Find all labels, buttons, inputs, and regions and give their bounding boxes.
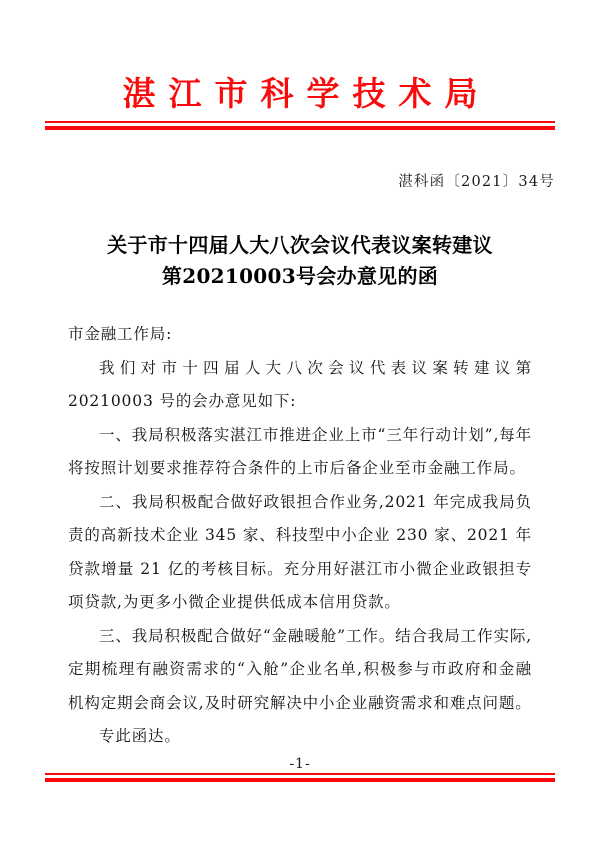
divider-thick-line — [45, 778, 555, 782]
body-paragraph-item-1: 一、我局积极落实湛江市推进企业上市“三年行动计划”,每年将按照计划要求推荐符合条件的上市后备企业至市金融工作局。 — [68, 425, 532, 477]
letterhead — [0, 72, 600, 116]
letterhead-title: 湛江市科学技术局 — [122, 74, 491, 113]
page-number: -1- — [289, 756, 311, 772]
body-paragraph-intro: 我们对市十四届人大八次会议代表议案转建议第 20210003 号的会办意见如下: — [68, 358, 532, 410]
letterhead-divider-top — [45, 121, 555, 130]
document-title-line-1: 关于市十四届人大八次会议代表议案转建议 — [107, 233, 493, 257]
body-paragraph-item-3: 三、我局积极配合做好“金融暖舱”工作。结合我局工作实际,定期梳理有融资需求的“入舱”企业名单,积极参与市政府和金融机构定期会商会议,及时研究解决中小企业融资需求和难点问题。 — [68, 626, 532, 712]
footer-divider-bottom — [45, 773, 555, 782]
document-title — [70, 230, 530, 292]
document-number: 湛科函〔2021〕34号 — [398, 174, 555, 190]
document-title-line-2: 第20210003号会办意见的函 — [161, 264, 439, 288]
body-paragraph-closing: 专此函达。 — [99, 727, 181, 745]
salutation: 市金融工作局: — [68, 325, 173, 343]
body-paragraph-item-2: 二、我局积极配合做好政银担合作业务,2021 年完成我局负责的高新技术企业 345 家、科技型中小企业 230 家、2021 年贷款增量 21 亿的考核目标。充分用好湛江市小微企业政银担专项贷款,为更多小微企业提供低成本信用贷款。 — [68, 492, 532, 611]
divider-thick-line — [45, 126, 555, 130]
document-body — [68, 318, 532, 754]
